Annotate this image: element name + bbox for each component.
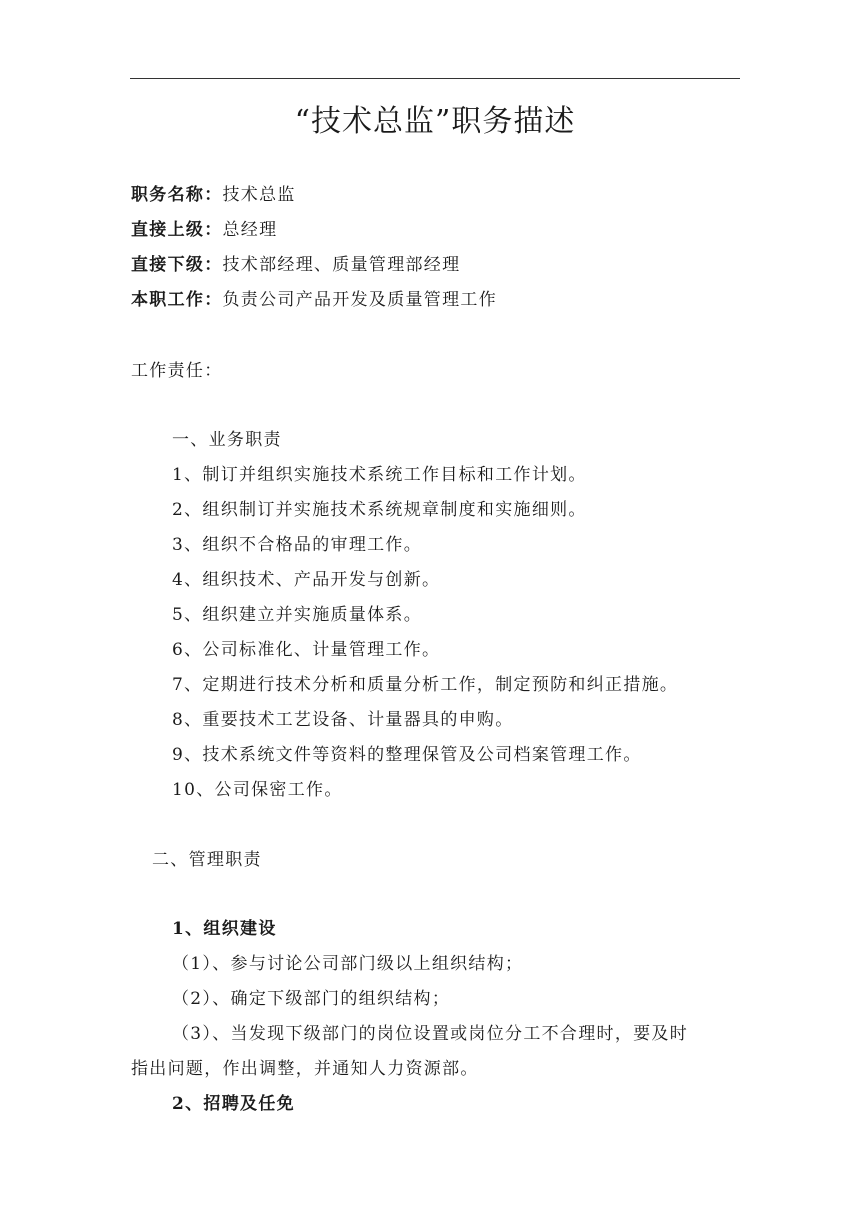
- section1-heading: 一、业务职责: [172, 430, 282, 450]
- section2-heading: 二、管理职责: [152, 850, 262, 870]
- field-label: 直接下级：: [131, 255, 223, 275]
- field-value: 技术总监: [222, 185, 296, 205]
- list-item: （1）、参与讨论公司部门级以上组织结构；: [172, 954, 524, 974]
- list-item: 3、组织不合格品的审理工作。: [172, 535, 423, 555]
- list-item: 4、组织技术、产品开发与创新。: [172, 570, 441, 590]
- field-label: 职务名称：: [131, 185, 223, 205]
- list-item: 2、组织制订并实施技术系统规章制度和实施细则。: [172, 500, 587, 520]
- field-label: 本职工作：: [131, 290, 223, 310]
- subsection-heading: 1、组织建设: [172, 919, 277, 939]
- document-title: “技术总监”职务描述: [294, 104, 576, 139]
- list-item: 7、定期进行技术分析和质量分析工作，制定预防和纠正措施。: [172, 675, 679, 695]
- field-job-title: [131, 181, 296, 209]
- list-item: 6、公司标准化、计量管理工作。: [172, 640, 441, 660]
- header-rule: [130, 78, 740, 79]
- field-value: 总经理: [222, 220, 278, 240]
- field-direct-subordinates: [131, 251, 460, 279]
- field-main-duty: [131, 286, 497, 314]
- field-value: 技术部经理、质量管理部经理: [222, 255, 461, 275]
- field-direct-superior: [131, 216, 277, 244]
- list-item: 5、组织建立并实施质量体系。: [172, 605, 423, 625]
- list-item: 10、公司保密工作。: [172, 780, 343, 800]
- list-item: （2）、确定下级部门的组织结构；: [172, 989, 451, 1009]
- list-item: 9、技术系统文件等资料的整理保管及公司档案管理工作。: [172, 745, 642, 765]
- subsection-heading: 2、招聘及任免: [172, 1094, 295, 1114]
- list-item: 1、制订并组织实施技术系统工作目标和工作计划。: [172, 465, 587, 485]
- field-label: 直接上级：: [131, 220, 223, 240]
- responsibilities-heading: 工作责任：: [131, 361, 223, 381]
- list-item: 8、重要技术工艺设备、计量器具的申购。: [172, 710, 514, 730]
- field-value: 负责公司产品开发及质量管理工作: [222, 290, 497, 310]
- list-item-continuation: 指出问题，作出调整，并通知人力资源部。: [131, 1059, 479, 1079]
- list-item: （3）、当发现下级部门的岗位设置或岗位分工不合理时，要及时: [172, 1024, 689, 1044]
